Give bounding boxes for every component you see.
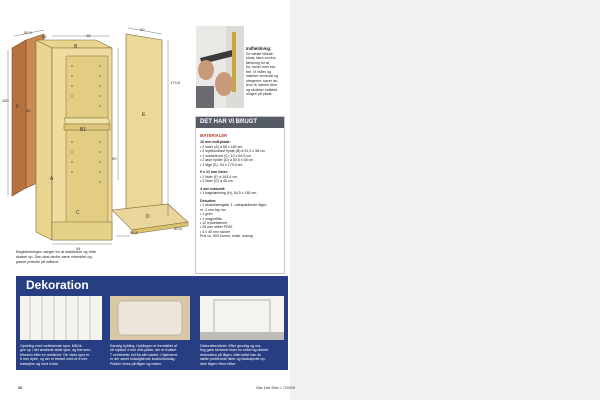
- decoration-caption-1: [20, 344, 102, 366]
- back-caption-text: Bagklædningen sørger for at stabilisere og rette skabet op. Den skal derfor være retvinklet og passe præcist på målene.: [16, 250, 97, 264]
- caption-line: Opdeling med vedfrisende spor. Mål lä-: [20, 344, 83, 348]
- decoration-title: Dekoration: [26, 278, 89, 292]
- inset-panel-photo: [110, 296, 190, 340]
- label-f: F: [16, 104, 20, 110]
- cabinet-body: [36, 40, 112, 240]
- grooved-door-photo: [20, 296, 102, 340]
- materials-heading: MATERIALER: [200, 133, 228, 138]
- caption-line: gen op i det ønskede antal spor, og fræ sem-: [20, 348, 92, 353]
- label-c: C: [76, 210, 80, 216]
- dim-shelf-depth: 50,5: [174, 226, 182, 231]
- molding-door-photo: [200, 296, 284, 340]
- lister-item: • 2 lister (G) à 40 cm: [200, 179, 233, 184]
- cabinet-door: [126, 34, 162, 218]
- caption-line: Dekorationslister. Efter grundig og ma-: [200, 344, 262, 348]
- dim-back-width: 50,5: [24, 30, 32, 35]
- lister-heading: 9 x 21 mm lister:: [200, 170, 229, 175]
- desuden-item: • 4 x 40 mm skruer: [200, 229, 231, 234]
- caption-line: ling gøre skrivede lister en enkel og diskret: [200, 348, 269, 353]
- dim-door-width: 50: [140, 27, 145, 32]
- photo-caption-title: Indfældning:: [246, 46, 272, 51]
- caption-line: Pladen limes på lågen og males.: [110, 361, 162, 366]
- caption-line: dele lågen i flere felter.: [200, 361, 237, 366]
- back-caption: [16, 250, 98, 265]
- label-e: E: [142, 112, 146, 118]
- mdf-item: • 2 løse hylder (D) à 50,5 x 58 cm: [200, 158, 254, 163]
- photo-caption-line: bo- hullet over sta-: [246, 65, 276, 70]
- mdf-item: • 3 topfbundfast hylde (B) à 51,3 x 58 cm: [200, 149, 265, 154]
- dim-base-width: 54: [76, 246, 81, 251]
- decoration-caption-3: [200, 344, 284, 366]
- page-number: 26: [18, 385, 23, 390]
- caption-line: frisesen efter en retskinne. De vises spor er: [20, 352, 90, 357]
- dim-door-height: 179,5: [170, 80, 181, 85]
- desuden-item: • 12 hyldebærere: [200, 221, 228, 225]
- photo-caption-line: stregerne, saver de-: [246, 78, 279, 83]
- photo-caption: [246, 52, 278, 97]
- label-d: D: [146, 214, 150, 220]
- caption-line: dekoration på lågen. Alternativt kan du: [200, 352, 262, 357]
- caption-line: ett stykket 4 mm mdf-plade, der er trukket: [110, 348, 177, 353]
- photo-caption-line: ningen på plads.: [246, 92, 273, 97]
- desuden-item: Pris ca. 500 kroner, ekskl. maling: [200, 234, 253, 239]
- dim-shelf-width: 50,5: [130, 230, 138, 235]
- photo-caption-line: bet. Vi måler og: [246, 69, 272, 74]
- lister-item: • 2 lister (F) à 183,5 cm: [200, 174, 238, 179]
- materials-box: [195, 116, 285, 274]
- dim-cabinet-height: 90: [112, 156, 117, 161]
- materials-list: [200, 133, 284, 239]
- publication-name: Gør Det Selv • 7/2009: [256, 385, 295, 390]
- caption-line: er der savet indadgående kvartcirkelslag.: [110, 357, 176, 362]
- caption-line: 5 mm dybe, og der er fræset med et 6 mm: [20, 357, 88, 362]
- desuden-item: • 1 magnetlås: [200, 216, 222, 221]
- dim-cabinet-depth: 48: [86, 33, 91, 38]
- photo-caption-line: fældning for at: [246, 60, 269, 65]
- masonit-heading: 4 mm masonit:: [200, 186, 226, 191]
- desuden-item: • 1 skabshængsler 1. udespaldende låger,: [200, 203, 267, 208]
- label-b1: B1: [80, 127, 87, 133]
- caption-line: fræsejern og med hvide.: [20, 361, 59, 366]
- photo-caption-line: lene til, samler dem: [246, 83, 278, 88]
- desuden-item: • 1 greb: [200, 212, 213, 217]
- caption-line: Kanstig hylding. Hyldlegen er fremstillet af: [110, 344, 177, 348]
- materials-box-title: DET HAR VI BRUGT: [196, 117, 284, 128]
- label-a: A: [50, 176, 54, 182]
- photo-caption-line: klods, lære om ind-: [246, 56, 277, 61]
- caption-line: 7 centimeter ind fra alle kanter. I hjørnerne: [110, 352, 178, 357]
- dim-side-width: 58: [42, 34, 47, 39]
- photo-caption-line: mærker omvendt og: [246, 74, 279, 79]
- mdf-item: • 1 låge (E), 54 x 179,5 cm: [200, 162, 243, 167]
- decoration-caption-2: [110, 344, 192, 366]
- dim-back-height: 180: [2, 98, 9, 103]
- caption-line: sætte profilerede lister og ekstraprofe op-: [200, 357, 266, 362]
- desuden-item: m. 4 mm tap inc: [200, 207, 226, 212]
- masonit-item: • 1 bagklædning (H), 54,5 x 180 cm: [200, 191, 257, 196]
- tool-photo: [196, 26, 244, 108]
- desuden-item: • 25 mm stifter PRIS: [200, 225, 233, 230]
- mdf-item: • 1 sokkelfront (C), 10 x 54,5 cm: [200, 153, 252, 158]
- mdf-heading: 16 mm mdf-plade:: [200, 140, 231, 145]
- label-b: B: [74, 44, 78, 50]
- cabinet-diagram: [0, 0, 200, 270]
- photo-caption-line: Se næste billede,: [246, 52, 274, 56]
- desuden-heading: Desuden:: [200, 198, 217, 203]
- dim-shelf-gap: 30: [26, 108, 31, 113]
- photo-caption-line: og skubber indfæld-: [246, 87, 278, 92]
- mdf-item: • 2 sider (A) à 58 x 180 cm: [200, 144, 243, 149]
